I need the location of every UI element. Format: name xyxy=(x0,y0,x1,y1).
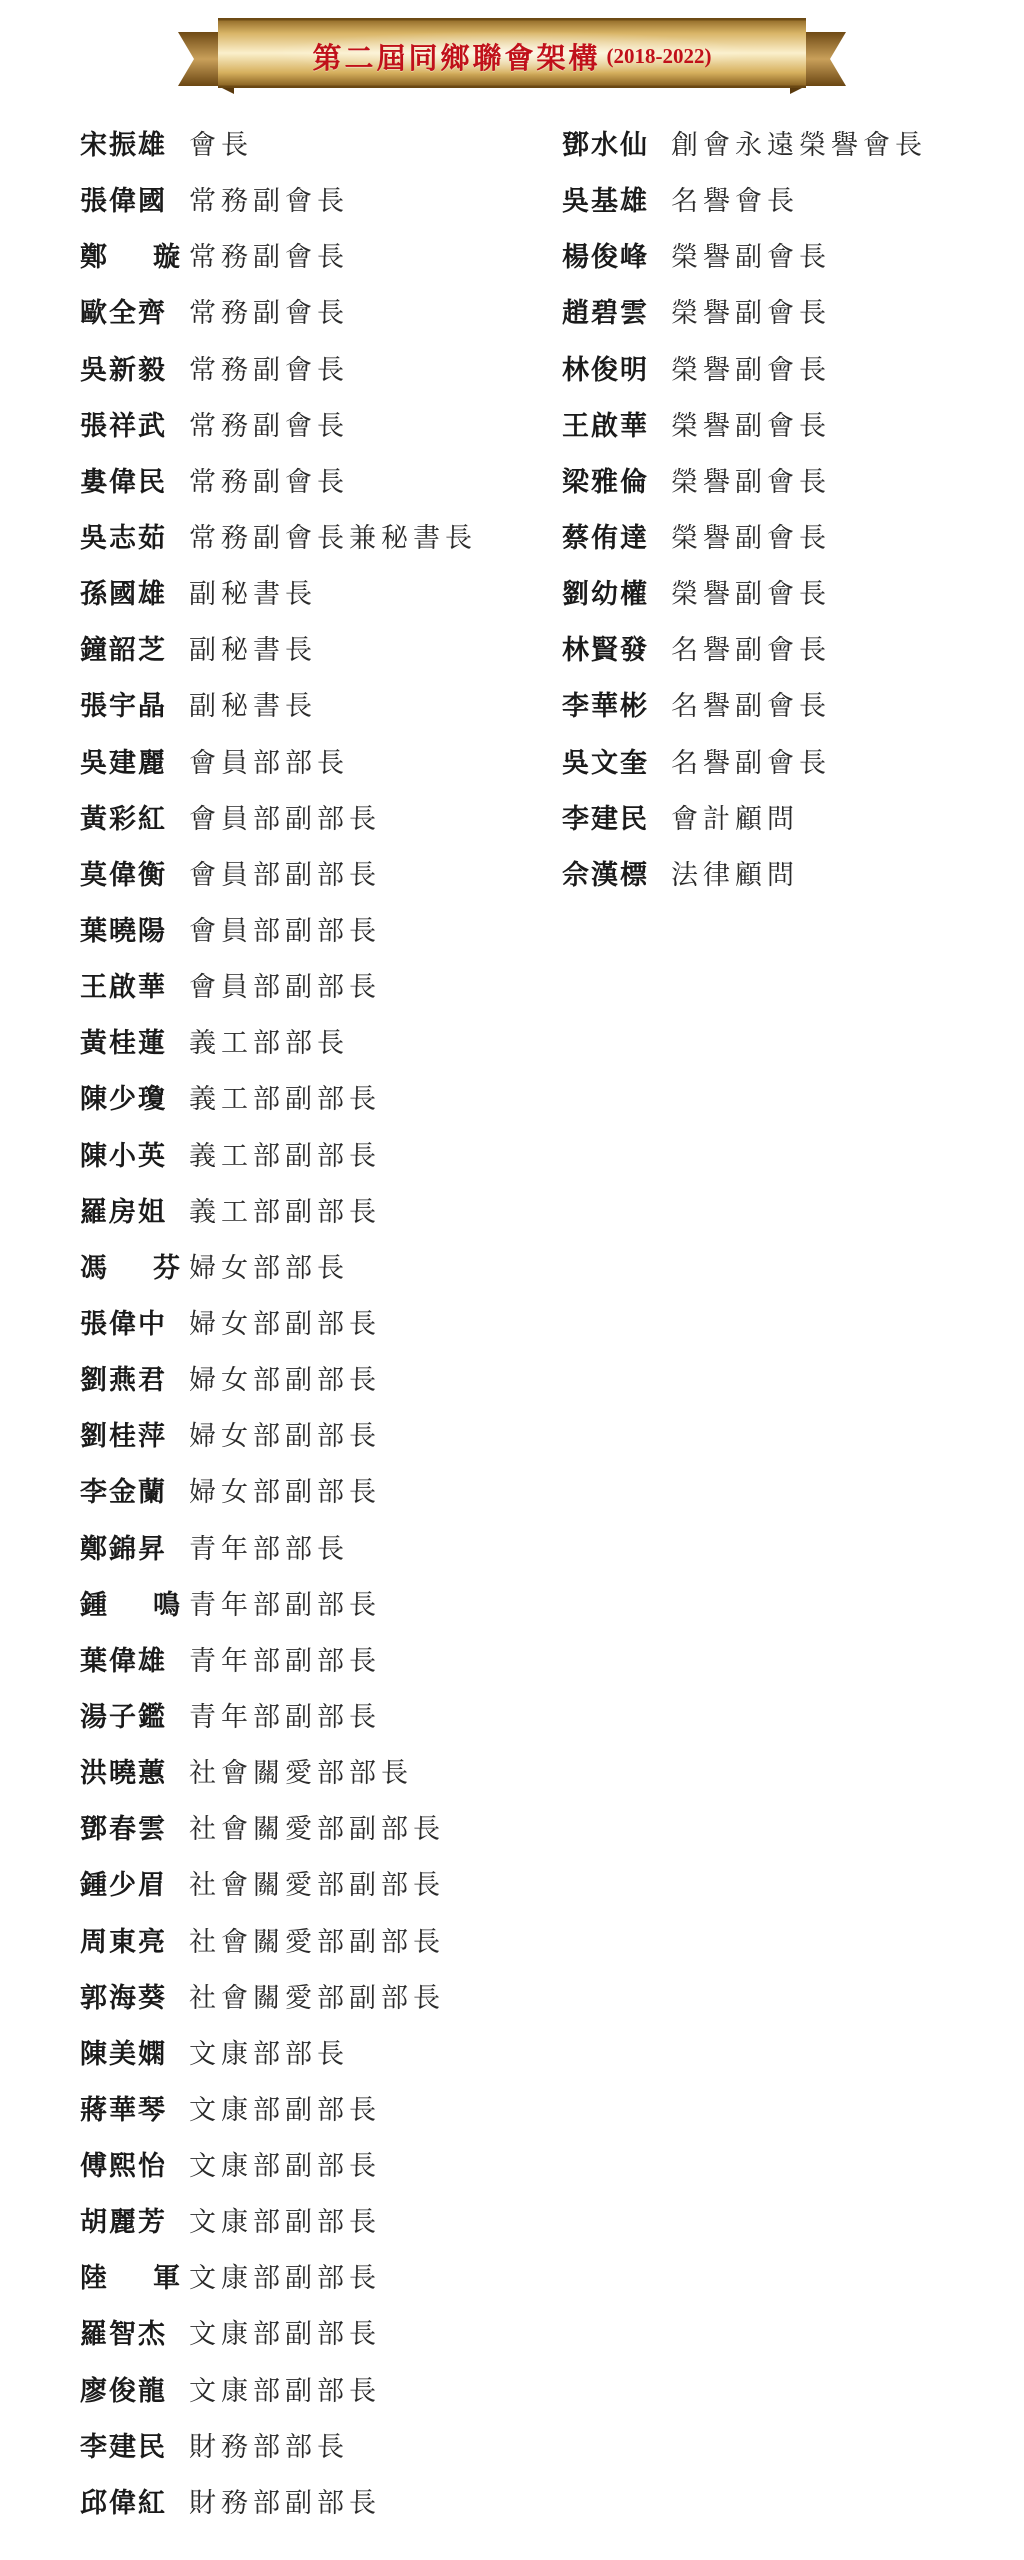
member-name: 洪曉蕙 xyxy=(80,1758,167,1790)
member-role: 文康部副部長 xyxy=(189,2207,381,2239)
member-role: 社會關愛部部長 xyxy=(189,1758,413,1790)
member-name: 李金蘭 xyxy=(80,1477,167,1509)
member-name: 陳小英 xyxy=(80,1140,167,1172)
member-name: 趙碧雲 xyxy=(562,298,649,330)
member-name: 黃桂蓮 xyxy=(80,1028,167,1060)
member-name: 莫偉衡 xyxy=(80,859,167,891)
member-name: 傅熙怡 xyxy=(80,2151,167,2183)
member-name: 林俊明 xyxy=(562,354,649,386)
member-row xyxy=(80,573,477,629)
member-role: 會員部副部長 xyxy=(189,803,381,835)
member-role: 名譽會長 xyxy=(671,186,799,218)
member-row xyxy=(80,1471,477,1527)
member-role: 青年部部長 xyxy=(189,1533,349,1565)
member-name: 吳文奎 xyxy=(562,747,649,779)
member-role: 常務副會長 xyxy=(189,410,349,442)
member-role: 青年部副部長 xyxy=(189,1701,381,1733)
title-banner xyxy=(178,14,846,98)
member-row xyxy=(80,2145,477,2201)
member-row xyxy=(80,236,477,292)
member-name: 吳建麗 xyxy=(80,747,167,779)
member-role: 青年部副部長 xyxy=(189,1645,381,1677)
member-role: 義工部副部長 xyxy=(189,1140,381,1172)
member-row xyxy=(80,1977,477,2033)
member-name: 葉偉雄 xyxy=(80,1645,167,1677)
member-name: 王啟華 xyxy=(80,972,167,1004)
member-role: 榮譽副會長 xyxy=(671,410,831,442)
member-role: 義工部副部長 xyxy=(189,1084,381,1116)
member-row xyxy=(80,2370,477,2426)
member-row xyxy=(562,124,927,180)
member-row xyxy=(562,573,927,629)
member-row xyxy=(80,2426,477,2482)
member-role: 文康部副部長 xyxy=(189,2151,381,2183)
member-row xyxy=(562,798,927,854)
member-row xyxy=(80,2313,477,2369)
member-row xyxy=(80,1640,477,1696)
member-row xyxy=(80,1864,477,1920)
member-role: 常務副會長 xyxy=(189,466,349,498)
member-role: 文康部部長 xyxy=(189,2038,349,2070)
member-name: 鄭錦昇 xyxy=(80,1533,167,1565)
member-name: 陳美嫻 xyxy=(80,2038,167,2070)
member-name: 鄧春雲 xyxy=(80,1814,167,1846)
member-row xyxy=(80,1696,477,1752)
member-role: 名譽副會長 xyxy=(671,747,831,779)
member-row xyxy=(80,629,477,685)
member-name: 羅智杰 xyxy=(80,2319,167,2351)
member-role: 榮譽副會長 xyxy=(671,522,831,554)
member-role: 會員部副部長 xyxy=(189,915,381,947)
banner-title-group xyxy=(178,14,846,98)
member-name: 吳新毅 xyxy=(80,354,167,386)
member-name: 鍾少眉 xyxy=(80,1870,167,1902)
member-role: 榮譽副會長 xyxy=(671,466,831,498)
member-name: 楊俊峰 xyxy=(562,242,649,274)
term-years: (2018-2022) xyxy=(606,43,712,68)
member-row xyxy=(80,1303,477,1359)
member-row xyxy=(80,742,477,798)
member-row xyxy=(80,1752,477,1808)
member-role: 常務副會長 xyxy=(189,186,349,218)
member-name: 婁偉民 xyxy=(80,466,167,498)
member-row xyxy=(80,1528,477,1584)
member-row xyxy=(80,1022,477,1078)
member-name: 蔣華琴 xyxy=(80,2094,167,2126)
member-role: 會員部副部長 xyxy=(189,972,381,1004)
member-row xyxy=(80,1584,477,1640)
member-name: 蔡侑達 xyxy=(562,522,649,554)
member-role: 財務部部長 xyxy=(189,2431,349,2463)
member-row xyxy=(80,1921,477,1977)
member-role: 常務副會長兼秘書長 xyxy=(189,522,477,554)
member-name: 湯子鑑 xyxy=(80,1701,167,1733)
member-name: 鐘韶芝 xyxy=(80,635,167,667)
member-row xyxy=(80,1415,477,1471)
member-name: 劉燕君 xyxy=(80,1365,167,1397)
member-role: 婦女部部長 xyxy=(189,1252,349,1284)
member-name: 鍾 鳴 xyxy=(80,1589,180,1621)
member-row xyxy=(562,461,927,517)
member-name: 林賢發 xyxy=(562,635,649,667)
member-name: 梁雅倫 xyxy=(562,466,649,498)
member-role: 創會永遠榮譽會長 xyxy=(671,130,927,161)
member-name: 李建民 xyxy=(80,2431,167,2463)
committee-list-left xyxy=(80,124,477,2538)
member-row xyxy=(562,292,927,348)
member-role: 會員部副部長 xyxy=(189,859,381,891)
member-role: 法律顧問 xyxy=(671,859,799,891)
member-role: 婦女部副部長 xyxy=(189,1308,381,1340)
member-role: 社會關愛部副部長 xyxy=(189,1982,445,2014)
member-name: 葉曉陽 xyxy=(80,915,167,947)
member-row xyxy=(80,2033,477,2089)
member-role: 會計顧問 xyxy=(671,803,799,835)
member-name: 陸 軍 xyxy=(80,2263,180,2295)
member-role: 婦女部副部長 xyxy=(189,1477,381,1509)
member-role: 榮譽副會長 xyxy=(671,242,831,274)
member-role: 婦女部副部長 xyxy=(189,1421,381,1453)
member-row xyxy=(80,685,477,741)
member-role: 義工部部長 xyxy=(189,1028,349,1060)
committee-list-right xyxy=(562,124,927,910)
member-row xyxy=(80,798,477,854)
page-title: 第二屆同鄉聯會架構 xyxy=(312,40,601,75)
member-name: 邱偉紅 xyxy=(80,2487,167,2519)
member-role: 榮譽副會長 xyxy=(671,354,831,386)
member-role: 文康部副部長 xyxy=(189,2263,381,2295)
member-row xyxy=(562,517,927,573)
member-name: 劉桂萍 xyxy=(80,1421,167,1453)
member-row xyxy=(80,1078,477,1134)
member-role: 常務副會長 xyxy=(189,354,349,386)
member-name: 黃彩紅 xyxy=(80,803,167,835)
member-role: 會長 xyxy=(189,130,253,161)
member-name: 宋振雄 xyxy=(80,130,167,161)
member-row xyxy=(80,910,477,966)
member-name: 郭海葵 xyxy=(80,1982,167,2014)
member-name: 吳志茹 xyxy=(80,522,167,554)
member-role: 副秘書長 xyxy=(189,635,317,667)
member-name: 鄭 璇 xyxy=(80,242,180,274)
member-row xyxy=(80,349,477,405)
member-row xyxy=(562,854,927,910)
member-name: 羅房姐 xyxy=(80,1196,167,1228)
member-row xyxy=(80,1808,477,1864)
member-row xyxy=(80,124,477,180)
member-role: 文康部副部長 xyxy=(189,2319,381,2351)
member-name: 孫國雄 xyxy=(80,579,167,611)
member-row xyxy=(80,966,477,1022)
member-row xyxy=(562,685,927,741)
member-row xyxy=(80,1247,477,1303)
member-name: 周東亮 xyxy=(80,1926,167,1958)
member-name: 李華彬 xyxy=(562,691,649,723)
member-name: 胡麗芳 xyxy=(80,2207,167,2239)
member-role: 常務副會長 xyxy=(189,298,349,330)
member-row xyxy=(562,236,927,292)
member-row xyxy=(562,180,927,236)
member-name: 王啟華 xyxy=(562,410,649,442)
member-row xyxy=(80,2482,477,2538)
member-name: 馮 芬 xyxy=(80,1252,180,1284)
member-row xyxy=(80,2257,477,2313)
member-name: 張宇晶 xyxy=(80,691,167,723)
member-row xyxy=(80,180,477,236)
member-role: 常務副會長 xyxy=(189,242,349,274)
member-name: 吳基雄 xyxy=(562,186,649,218)
member-row xyxy=(80,1135,477,1191)
member-name: 歐全齊 xyxy=(80,298,167,330)
member-role: 名譽副會長 xyxy=(671,635,831,667)
member-role: 義工部副部長 xyxy=(189,1196,381,1228)
member-name: 李建民 xyxy=(562,803,649,835)
member-name: 佘漢標 xyxy=(562,859,649,891)
member-name: 劉幼權 xyxy=(562,579,649,611)
member-row xyxy=(80,1191,477,1247)
member-row xyxy=(562,629,927,685)
member-role: 榮譽副會長 xyxy=(671,579,831,611)
member-row xyxy=(80,405,477,461)
member-name: 張祥武 xyxy=(80,410,167,442)
member-row xyxy=(80,854,477,910)
member-role: 副秘書長 xyxy=(189,579,317,611)
member-row xyxy=(562,405,927,461)
member-role: 婦女部副部長 xyxy=(189,1365,381,1397)
member-role: 名譽副會長 xyxy=(671,691,831,723)
member-row xyxy=(80,2089,477,2145)
member-role: 青年部副部長 xyxy=(189,1589,381,1621)
member-role: 文康部副部長 xyxy=(189,2375,381,2407)
member-role: 榮譽副會長 xyxy=(671,298,831,330)
member-row xyxy=(80,2201,477,2257)
member-row xyxy=(80,517,477,573)
member-name: 鄧水仙 xyxy=(562,130,649,161)
member-row xyxy=(562,349,927,405)
member-row xyxy=(80,1359,477,1415)
member-role: 社會關愛部副部長 xyxy=(189,1814,445,1846)
member-role: 社會關愛部副部長 xyxy=(189,1926,445,1958)
member-role: 社會關愛部副部長 xyxy=(189,1870,445,1902)
member-role: 副秘書長 xyxy=(189,691,317,723)
member-name: 陳少瓊 xyxy=(80,1084,167,1116)
member-role: 會員部部長 xyxy=(189,747,349,779)
member-role: 財務部副部長 xyxy=(189,2487,381,2519)
member-name: 廖俊龍 xyxy=(80,2375,167,2407)
member-name: 張偉國 xyxy=(80,186,167,218)
member-name: 張偉中 xyxy=(80,1308,167,1340)
member-row xyxy=(80,461,477,517)
member-row xyxy=(562,742,927,798)
member-role: 文康部副部長 xyxy=(189,2094,381,2126)
member-row xyxy=(80,292,477,348)
